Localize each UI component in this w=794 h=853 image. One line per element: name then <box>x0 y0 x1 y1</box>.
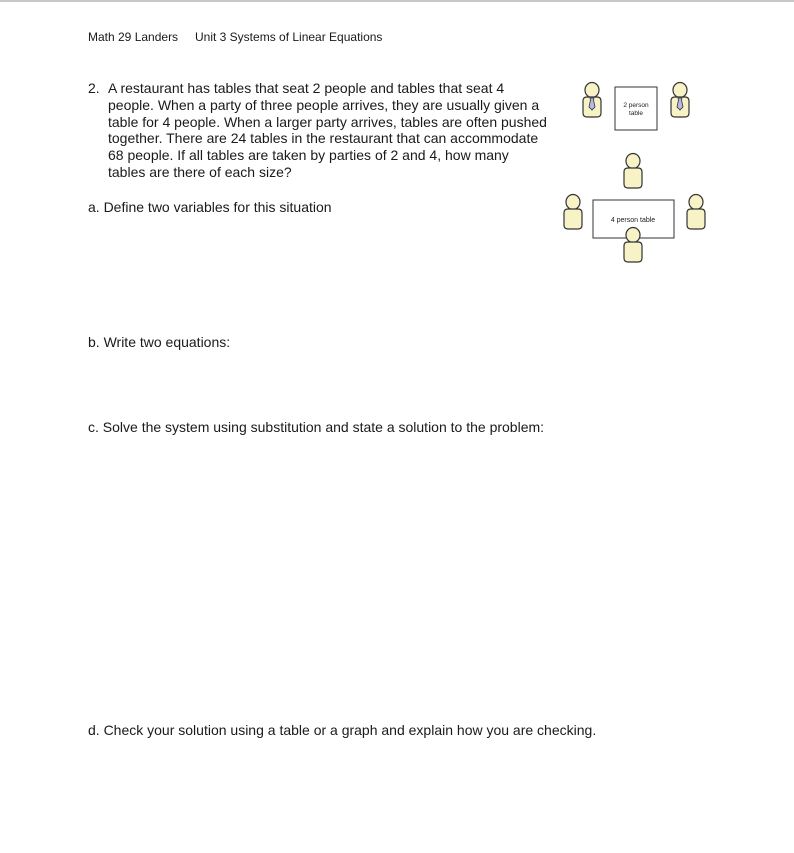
person-bottom-four-table <box>624 228 642 263</box>
part-a-prompt: a. Define two variables for this situation <box>88 199 332 215</box>
person-left-two-table <box>583 83 601 118</box>
part-d-prompt: d. Check your solution using a table or a graph and explain how you are checking. <box>88 722 597 738</box>
person-right-two-table <box>671 83 689 118</box>
two-person-table-label-line1: 2 person <box>623 102 649 109</box>
restaurant-tables-diagram <box>560 75 720 280</box>
page-header <box>88 30 382 44</box>
problem-number: 2. <box>88 80 100 96</box>
problem-text: A restaurant has tables that seat 2 people and tables that seat 4 people. When a party of three people arrives, they are usually given a table for 4 people. When a larger party arrives, tables are often pushed together. There are 24 tables in the restaurant that can accommodate 68 people. If all tables are taken by parties of 2 and 4, how many tables are there of each size? <box>108 80 547 180</box>
part-b-prompt: b. Write two equations: <box>88 334 231 350</box>
person-top-four-table <box>624 154 642 189</box>
course-name: Math 29 Landers <box>88 30 179 44</box>
top-border <box>0 0 794 2</box>
part-c-prompt: c. Solve the system using substitution and state a solution to the problem: <box>88 419 545 435</box>
person-left-four-table <box>564 195 582 230</box>
four-person-table-label: 4 person table <box>610 217 656 224</box>
two-person-table-label-line2: table <box>628 110 644 117</box>
person-right-four-table <box>687 195 705 230</box>
unit-title: Unit 3 Systems of Linear Equations <box>195 30 383 44</box>
problem-statement <box>88 80 548 181</box>
